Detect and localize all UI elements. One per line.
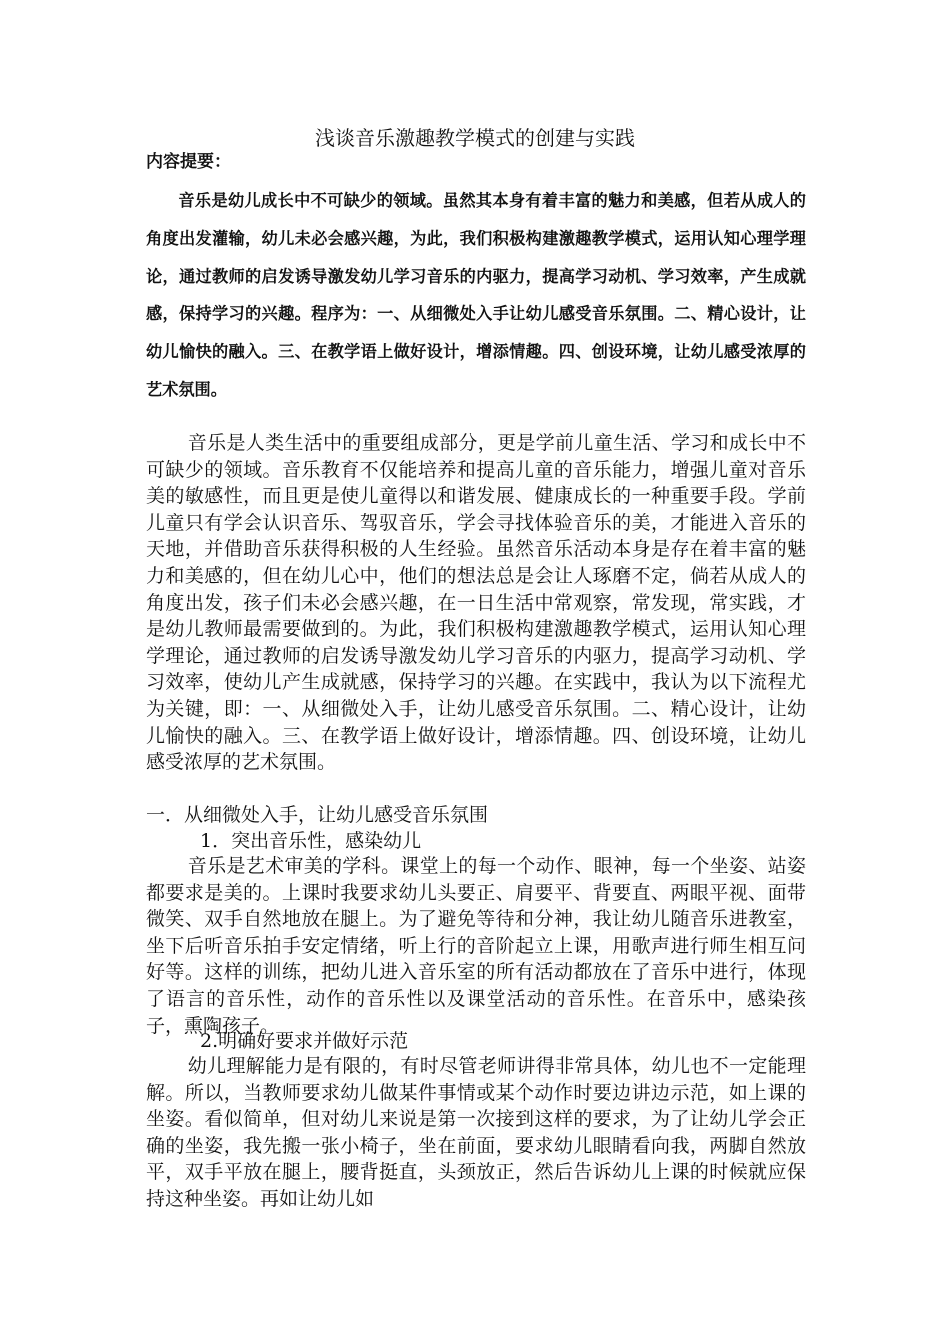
subsection-paragraph-2: 幼儿理解能力是有限的，有时尽管老师讲得非常具体，幼儿也不一定能理解。所以，当教师要求幼儿做某件事情或某个动作时要边讲边示范，如上课的坐姿。看似简单，但对幼儿来说是第一次接到这样的要求，为了让幼儿学会正确的坐姿，我先搬一张小椅子，坐在前面，要求幼儿眼睛看向我，两脚自然放平，双手平放在腿上，腰背挺直，头颈放正，然后告诉幼儿上课的时候就应保持这种坐姿。再如让幼儿如	[146, 1055, 806, 1210]
section-heading-1: 一．从细微处入手，让幼儿感受音乐氛围	[146, 804, 489, 826]
abstract-label: 内容提要：	[146, 152, 231, 172]
abstract-paragraph: 音乐是幼儿成长中不可缺少的领域。虽然其本身有着丰富的魅力和美感，但若从成人的角度出发灌输，幼儿未必会感兴趣，为此，我们积极构建激趣教学模式，运用认知心理学理论，通过教师的启发诱导激发幼儿学习音乐的内驱力，提高学习动机、学习效率，产生成就感，保持学习的兴趣。程序为：一、从细微处入手让幼儿感受音乐氛围。二、精心设计，让幼儿愉快的融入。三、在教学语上做好设计，增添情趣。四、创设环境，让幼儿感受浓厚的艺术氛围。	[146, 191, 806, 399]
document-title: 浅谈音乐激趣教学模式的创建与实践	[315, 126, 635, 150]
subsection-paragraph-1: 音乐是艺术审美的学科。课堂上的每一个动作、眼神，每一个坐姿、站姿都要求是美的。上课时我要求幼儿头要正、肩要平、背要直、两眼平视、面带微笑、双手自然地放在腿上。为了避免等待和分神，我让幼儿随音乐进教室，坐下后听音乐拍手安定情绪，听上行的音阶起立上课，用歌声进行师生相互问好等。这样的训练，把幼儿进入音乐室的所有活动都放在了音乐中进行，体现了语言的音乐性，动作的音乐性以及课堂活动的音乐性。在音乐中，感染孩子，熏陶孩子。	[146, 855, 806, 1037]
intro-paragraph: 音乐是人类生活中的重要组成部分，更是学前儿童生活、学习和成长中不可缺少的领域。音乐教育不仅能培养和提高儿童的音乐能力，增强儿童对音乐美的敏感性，而且更是使儿童得以和谐发展、健康成长的一种重要手段。学前儿童只有学会认识音乐、驾驭音乐，学会寻找体验音乐的美，才能进入音乐的天地，并借助音乐获得积极的人生经验。虽然音乐活动本身是存在着丰富的魅力和美感的，但在幼儿心中，他们的想法总是会让人琢磨不定，倘若从成人的角度出发，孩子们未必会感兴趣，在一日生活中常观察，常发现，常实践，才是幼儿教师最需要做到的。为此，我们积极构建激趣教学模式，运用认知心理学理论，通过教师的启发诱导激发幼儿学习音乐的内驱力，提高学习动机、学习效率，使幼儿产生成就感，保持学习的兴趣。在实践中，我认为以下流程尤为关键，即：一、从细微处入手，让幼儿感受音乐氛围。二、精心设计，让幼儿愉快的融入。三、在教学语上做好设计，增添情趣。四、创设环境，让幼儿感受浓厚的艺术氛围。	[146, 432, 806, 774]
subsection-heading-1: 1．突出音乐性，感染幼儿	[200, 830, 422, 852]
subsection-heading-2: 2.明确好要求并做好示范	[200, 1030, 409, 1052]
